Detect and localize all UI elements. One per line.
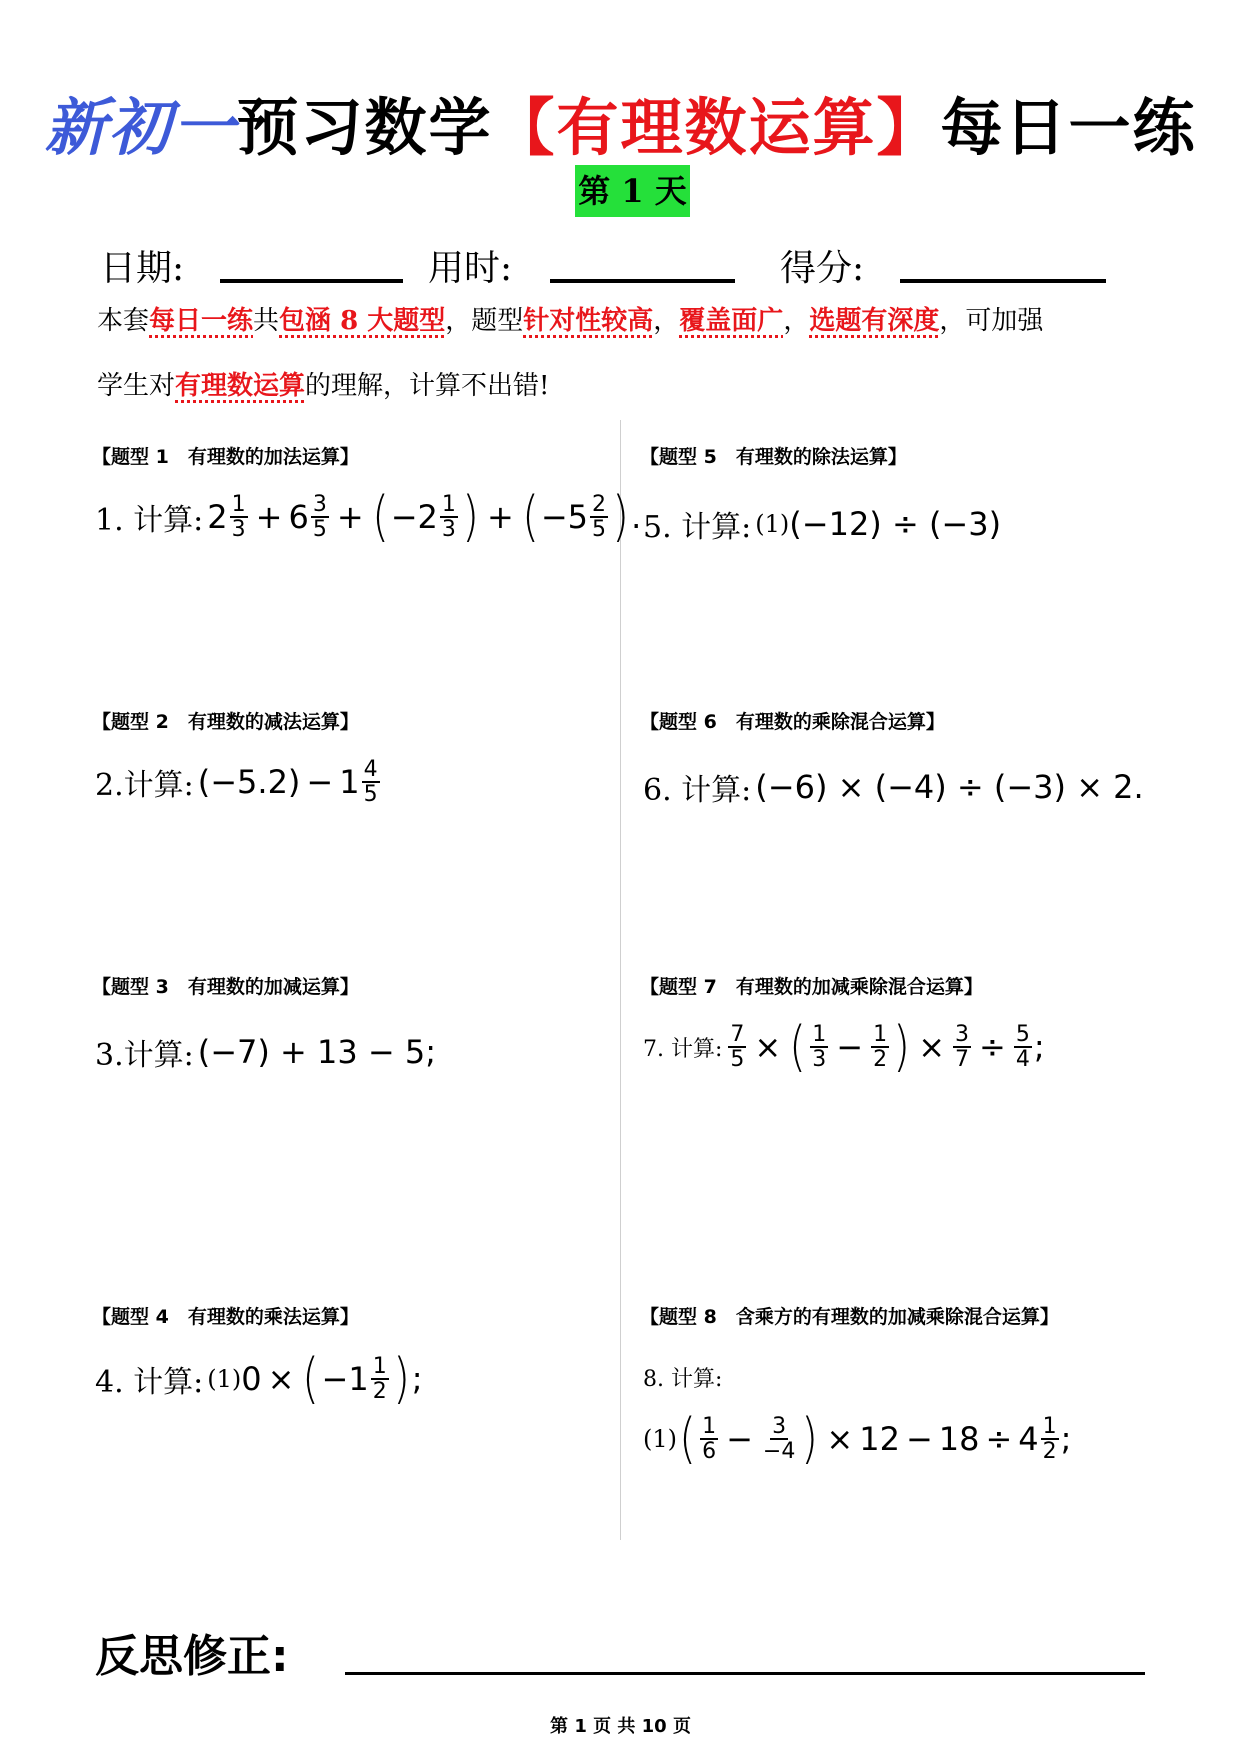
question-6-label: 6. 计算: <box>643 773 752 808</box>
question-type-5: 【题型 5 有理数的除法运算】 <box>640 446 907 468</box>
intro-line-1 <box>97 300 1043 337</box>
question-type-1: 【题型 1 有理数的加法运算】 <box>92 446 359 468</box>
question-4-expression: 0 × ( −1 $\frac{1}{2}$ ) ; <box>241 1347 423 1410</box>
intro-line1-segment: 选题有深度 <box>809 306 940 336</box>
question-3-expression: (−7) + 13 − 5; <box>197 1033 437 1071</box>
intro-line1-segment: 共 <box>253 306 280 336</box>
question-4-label: 4. 计算: <box>95 1365 204 1400</box>
date-blank[interactable] <box>220 279 403 283</box>
question-3 <box>95 1030 436 1074</box>
page-title <box>0 78 1241 167</box>
score-blank[interactable] <box>900 279 1106 283</box>
question-7-expression: $\frac{7}{5}$ × ( $\frac{1}{3}$ − $\frac{1}{2}$ ) × $\frac{3}{7}$ ÷ $\frac{5}{4}$ ; <box>730 1015 1045 1078</box>
question-3-label: 3.计算: <box>95 1038 194 1073</box>
intro-line1-segment: ， <box>653 306 680 336</box>
reflection-label: 反思修正: <box>95 1631 289 1682</box>
question-2-label: 2.计算: <box>95 768 194 804</box>
question-type-8: 【题型 8 含乘方的有理数的加减乘除混合运算】 <box>640 1306 1059 1328</box>
question-7 <box>643 1015 1045 1078</box>
question-6-expression: (−6) × (−4) ÷ (−3) × 2. <box>755 768 1144 806</box>
score-label: 得分: <box>780 248 865 289</box>
title-part-4: 每日一练 <box>940 91 1197 164</box>
reflection-blank[interactable] <box>345 1672 1145 1675</box>
intro-line-2 <box>97 365 549 402</box>
question-8-label-row <box>643 1362 726 1393</box>
intro-line1-segment: 本套 <box>97 306 150 336</box>
question-2 <box>95 758 382 806</box>
intro-line1-segment: ，题型 <box>445 306 524 336</box>
title-part-2: 预习数学 <box>236 91 493 164</box>
title-part-1: 新初一 <box>44 91 237 164</box>
question-2-expression: (−5.2) − 1 $\frac{4}{5}$ <box>197 757 378 808</box>
question-5-sub: (1) <box>755 510 790 538</box>
question-type-6: 【题型 6 有理数的乘除混合运算】 <box>640 711 945 733</box>
question-type-3: 【题型 3 有理数的加减运算】 <box>92 976 359 998</box>
question-6 <box>643 765 1144 809</box>
question-4-sub: (1) <box>207 1365 242 1393</box>
intro-line2-segment: 学生对 <box>97 371 176 401</box>
page-footer: 第 1 页 共 10 页 <box>550 1716 691 1737</box>
column-divider <box>620 420 621 1540</box>
intro-line2-segment: 有理数运算 <box>175 371 306 401</box>
question-5-label: 5. 计算: <box>643 510 752 545</box>
question-type-7: 【题型 7 有理数的加减乘除混合运算】 <box>640 976 983 998</box>
intro-line1-segment: 包涵 8 大题型 <box>279 306 446 336</box>
intro-line2-segment: 的理解，计算不出错! <box>305 371 550 401</box>
question-8-expression: ( $\frac{1}{6}$ − $\frac{3}{-4}$ ) × 12 − 18 ÷ 4 $\frac{1}{2}$ ; <box>679 1407 1072 1470</box>
time-blank[interactable] <box>550 279 735 283</box>
intro-line1-segment: 每日一练 <box>149 306 254 336</box>
day-badge: 第 1 天 <box>575 165 690 217</box>
question-1-expression: 2 $\frac{1}{3}$ + 6 $\frac{3}{5}$ + ( −2 $\frac{1}{3}$ ) + ( −5 $\frac{2}{5}$ ) . <box>207 485 642 548</box>
intro-line1-segment: 覆盖面广 <box>679 306 784 336</box>
question-5 <box>643 502 1001 546</box>
intro-line1-segment: ， <box>783 306 810 336</box>
date-label: 日期: <box>100 248 185 289</box>
title-part-3: 【有理数运算】 <box>492 91 941 164</box>
question-5-expression: (−12) ÷ (−3) <box>789 505 1002 543</box>
question-8 <box>643 1407 1072 1470</box>
question-type-4: 【题型 4 有理数的乘法运算】 <box>92 1306 359 1328</box>
question-4 <box>95 1347 423 1410</box>
question-type-2: 【题型 2 有理数的减法运算】 <box>92 711 359 733</box>
time-label: 用时: <box>428 248 513 289</box>
question-8-sub: (1) <box>643 1425 677 1453</box>
question-1 <box>95 485 642 548</box>
intro-line1-segment: ，可加强 <box>939 306 1044 336</box>
question-1-label: 1. 计算: <box>95 503 204 538</box>
question-7-label: 7. 计算: <box>643 1036 723 1062</box>
intro-line1-segment: 针对性较高 <box>523 306 654 336</box>
question-8-label: 8. 计算: <box>643 1367 723 1392</box>
